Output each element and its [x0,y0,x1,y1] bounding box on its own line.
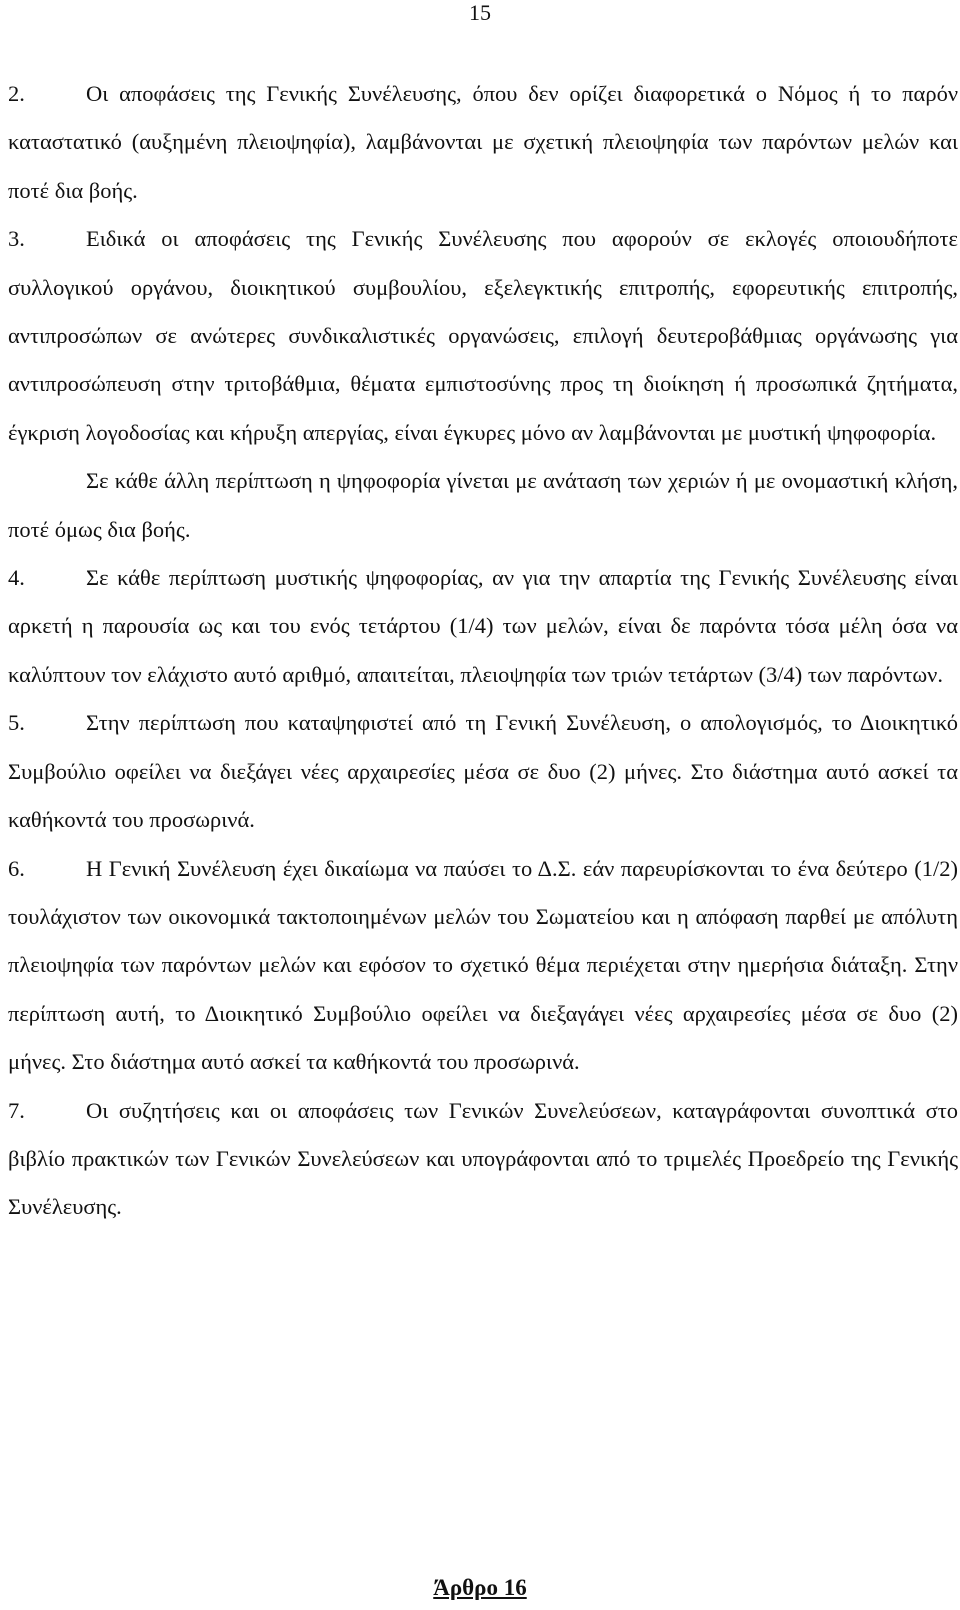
paragraph-6 [8,845,958,1087]
paragraph-text: Σε κάθε άλλη περίπτωση η ψηφοφορία γίνεται με ανάταση των χεριών ή με ονομαστική κλήση, ποτέ όμως δια βοής. [8,468,958,542]
paragraph-3 [8,215,958,457]
paragraph-2 [8,70,958,215]
paragraph-number: 6. [8,855,25,881]
page-number: 15 [469,0,491,25]
paragraph-5 [8,699,958,844]
paragraph-number: 5. [8,710,25,736]
paragraph-number: 3. [8,226,25,252]
paragraph-7 [8,1087,958,1232]
paragraph-number: 2. [8,81,25,106]
paragraph-3-continued [8,457,958,554]
paragraph-number: 4. [8,565,25,591]
document-body [8,70,958,1232]
paragraph-text: Οι αποφάσεις της Γενικής Συνέλευσης, όπου δεν ορίζει διαφορετικά ο Νόμος ή το παρόν καταστατικό (αυξημένη πλειοψηφία), λαμβάνονται με σχετική πλειοψηφία των παρόντων μελών και ποτέ δια βοής. [8,81,958,203]
paragraph-text: Στην περίπτωση που καταψηφιστεί από τη Γενική Συνέλευση, ο απολογισμός, το Διοικητικό Συμβούλιο οφείλει να διεξάγει νέες αρχαιρεσίες μέσα σε δυο (2) μήνες. Στο διάστημα αυτό ασκεί τα καθήκοντά του προσωρινά. [8,710,958,833]
paragraph-text: Οι συζητήσεις και οι αποφάσεις των Γενικών Συνελεύσεων, καταγράφονται συνοπτικά στο βιβλίο πρακτικών των Γενικών Συνελεύσεων και υπογράφονται από το τριμελές Προεδρείο της Γενικής Συνέλευσης. [8,1097,958,1220]
article-heading: Άρθρο 16 [433,1575,527,1600]
paragraph-4 [8,554,958,699]
paragraph-text: Σε κάθε περίπτωση μυστικής ψηφοφορίας, αν για την απαρτία της Γενικής Συνέλευσης είναι αρκετή η παρουσία ως και του ενός τετάρτου (1/4) των μελών, είναι δε παρόντα τόσα μέλη όσα να καλύπτουν τον ελάχιστο αυτό αριθμό, απαιτείται, πλειοψηφία των τριών τετάρτων (3/4) των παρόντων. [8,565,958,687]
paragraph-number: 7. [8,1097,25,1123]
paragraph-text: Ειδικά οι αποφάσεις της Γενικής Συνέλευσης που αφορούν σε εκλογές οποιουδήποτε συλλογικού οργάνου, διοικητικού συμβουλίου, εξελεγκτικής επιτροπής, εφορευτικής επιτροπής, αντιπροσώπων σε ανώτερες συνδικαλιστικές οργανώσεις, επιλογή δευτεροβάθμιας οργάνωσης για αντιπροσώπευση στην τριτοβάθμια, θέματα εμπιστοσύνης προς τη διοίκηση ή προσωπικά ζητήματα, έγκριση λογοδοσίας και κήρυξη απεργίας, είναι έγκυρες μόνο αν λαμβάνονται με μυστική ψηφοφορία. [8,226,958,445]
paragraph-text: Η Γενική Συνέλευση έχει δικαίωμα να παύσει το Δ.Σ. εάν παρευρίσκονται το ένα δεύτερο (1/2) τουλάχιστον των οικονομικά τακτοποιημένων μελών του Σωματείου και η απόφαση παρθεί με απόλυτη πλειοψηφία των παρόντων μελών και εφόσον το σχετικό θέμα περιέχεται στην ημερήσια διάταξη. Στην περίπτωση αυτή, το Διοικητικό Συμβούλιο οφείλει να διεξαγάγει νέες αρχαιρεσίες μέσα σε δυο (2) μήνες. Στο διάστημα αυτό ασκεί τα καθήκοντά του προσωρινά. [8,855,958,1075]
